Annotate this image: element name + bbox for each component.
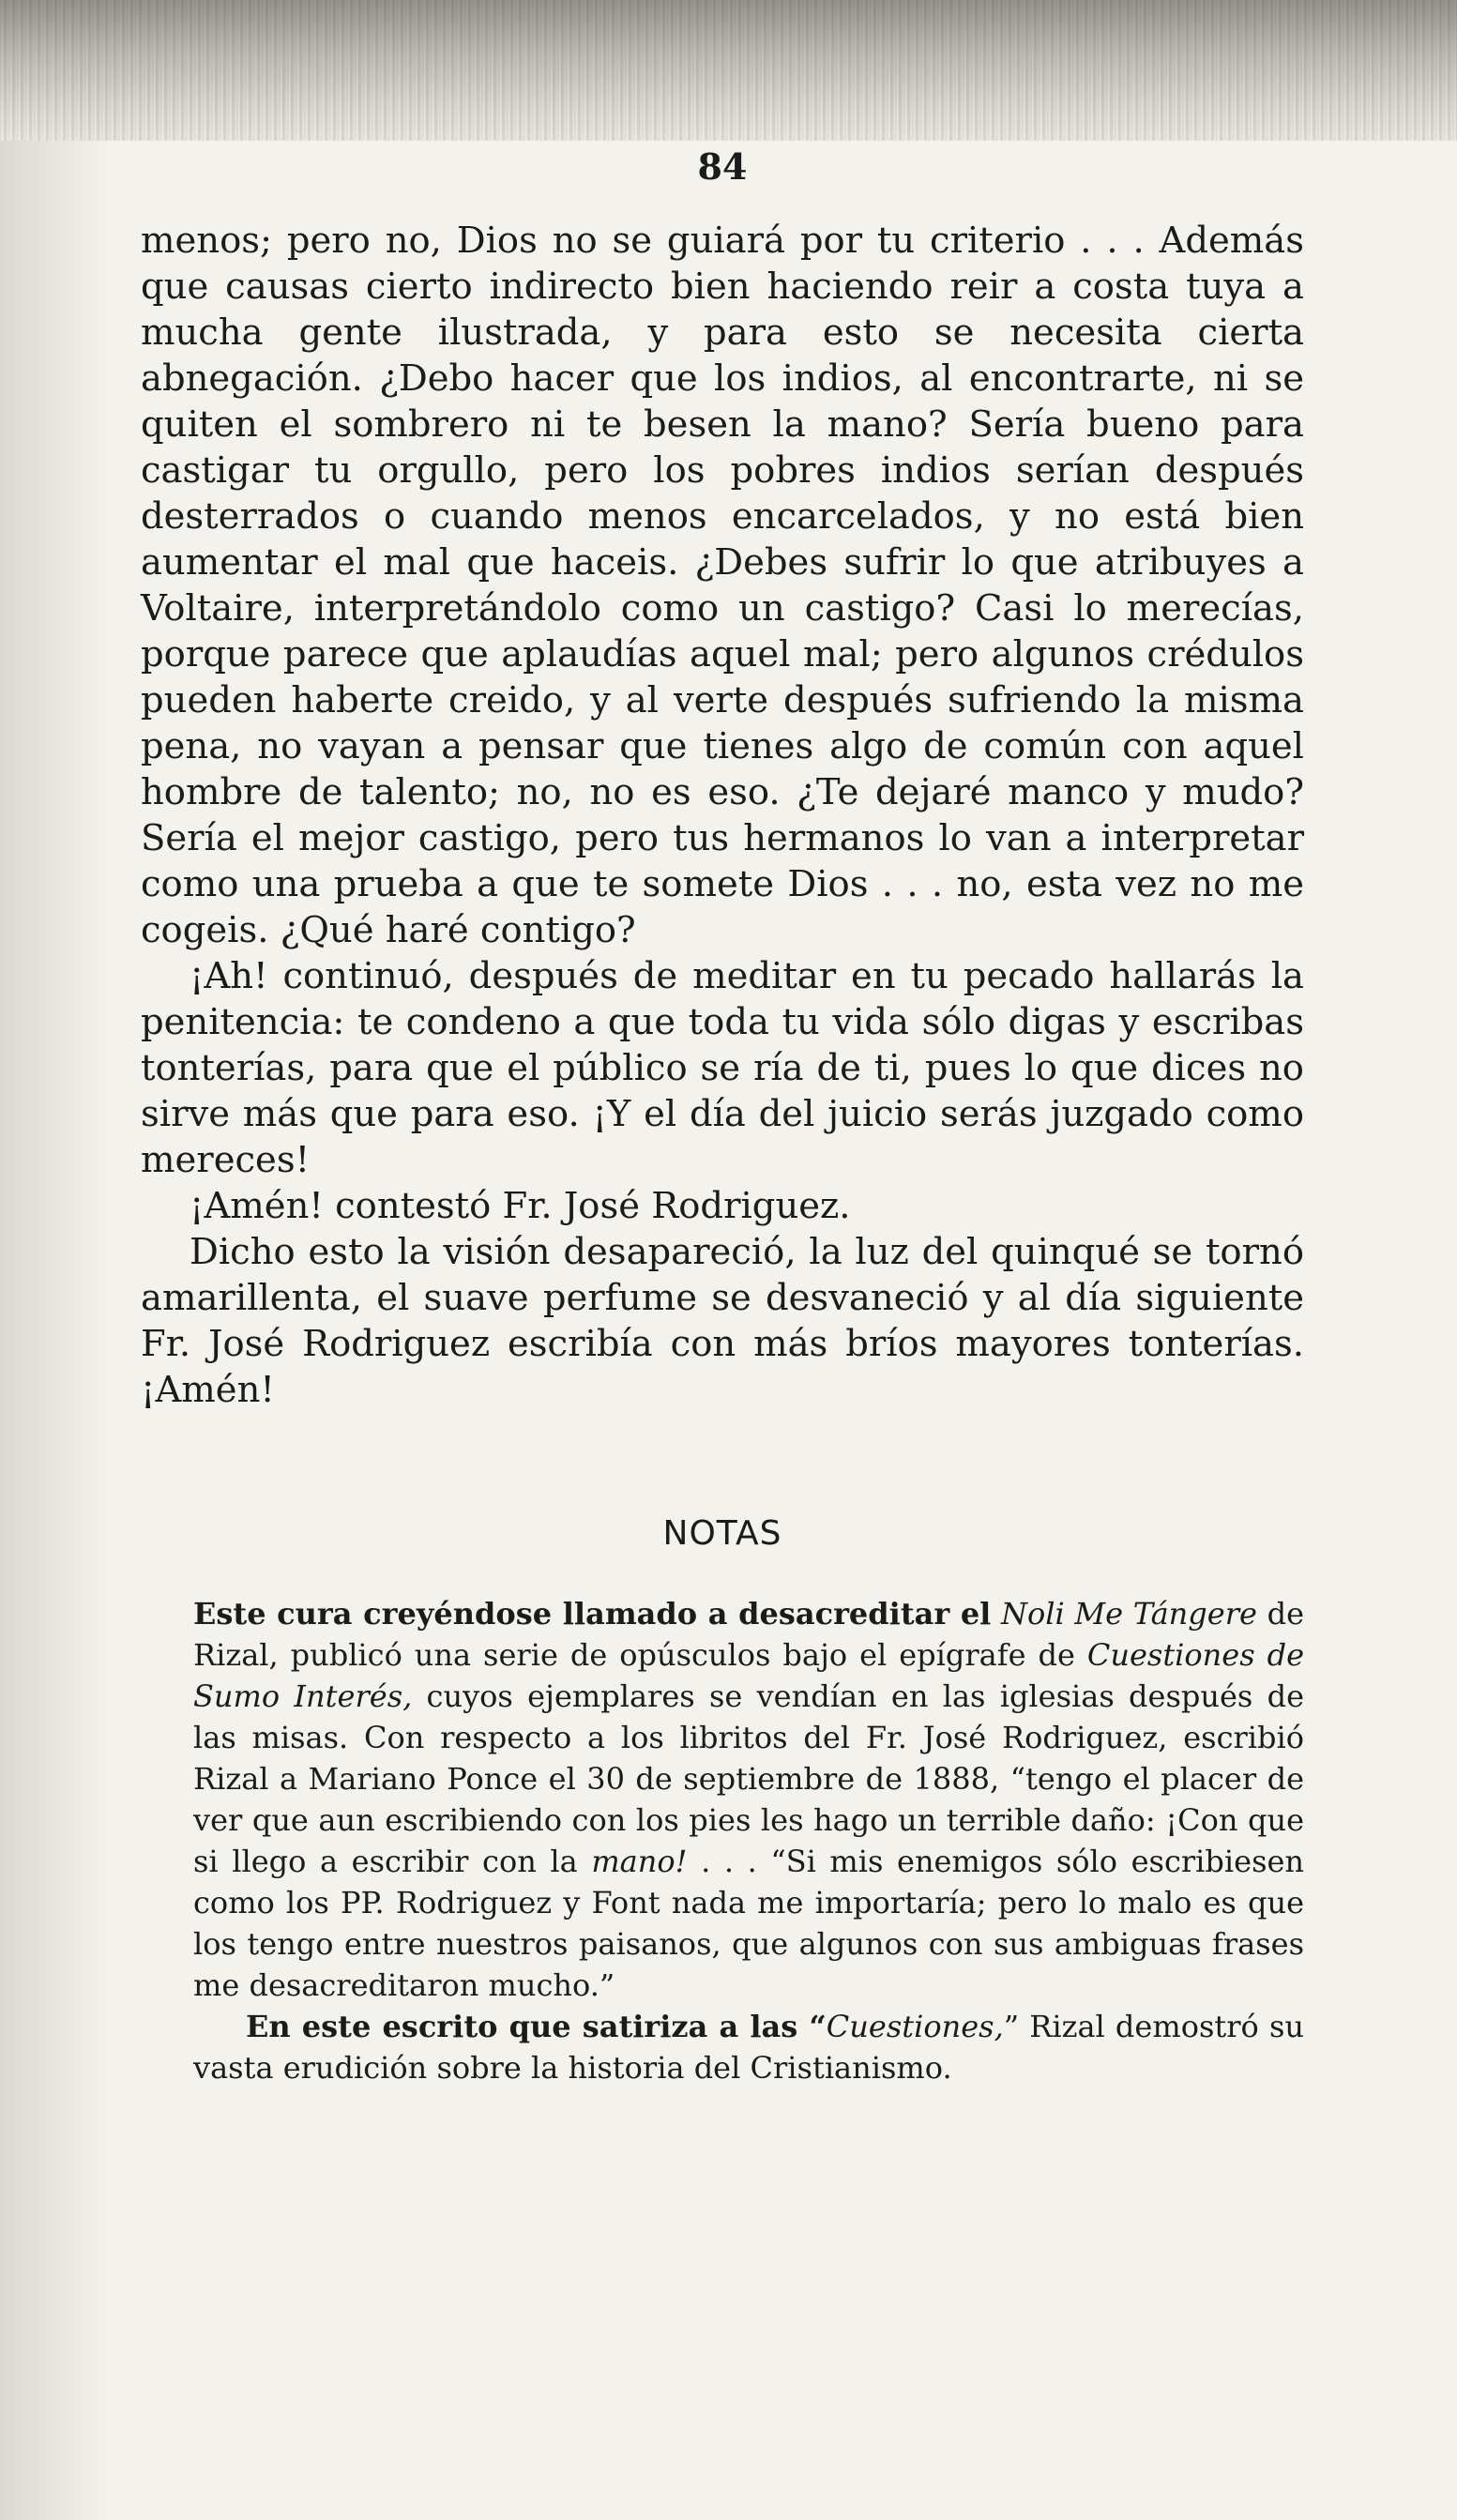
note-2-lead: En este escrito que satiriza a las “ — [246, 2009, 827, 2044]
note-1-mid: de Rizal, publicó una serie de opúsculos bajo el epígrafe de — [193, 1596, 1305, 1673]
note-1-lead: Este cura creyéndose llamado a desacreditar el — [193, 1596, 992, 1632]
scan-shadow-top — [0, 0, 1457, 141]
page-number: 84 — [697, 145, 748, 188]
paragraph-1: menos; pero no, Dios no se guiará por tu criterio . . . Además que causas cierto indirecto bien haciendo reir a costa tuya a mucha gente ilustrada, y para esto se necesita cierta abnegación. ¿Debo hacer que los indios, al encontrarte, ni se quiten el sombrero ni te besen la mano? Sería bueno para castigar tu orgullo, pero los pobres indios serían después desterrados o cuando menos encarcelados, y no está bien aumentar el mal que haceis. ¿Debes sufrir lo que atribuyes a Voltaire, interpretándolo como un castigo? Casi lo merecías, porque parece que aplaudías aquel mal; pero algunos crédulos pueden haberte creido, y al verte después sufriendo la misma pena, no vayan a pensar que tienes algo de común con aquel hombre de talento; no, no es eso. ¿Te dejaré manco y mudo? Sería el mejor castigo, pero tus hermanos lo van a interpretar como una prueba a que te somete Dios . . . no, esta vez no me cogeis. ¿Qué haré contigo? — [141, 220, 1304, 951]
note-paragraph-1 — [193, 1593, 1304, 2006]
paragraph-4: Dicho esto la visión desapareció, la luz del quinqué se tornó amarillenta, el suave perfume se desvaneció y al día siguiente Fr. José Rodriguez escribía con más bríos mayores tonterías. ¡Amén! — [141, 1231, 1304, 1411]
main-text — [141, 218, 1304, 1413]
note-1-body: cuyos ejemplares se vendían en las iglesias después de las misas. Con respecto a los libritos del Fr. José Rodriguez, escribió Rizal a Mariano Ponce el 30 de septiembre de 1888, “tengo el placer de ver que aun escribiendo con los pies les hago un terrible daño: ¡Con que si llego a escribir con la — [193, 1678, 1304, 1879]
notes-heading: NOTAS — [662, 1514, 782, 1553]
note-paragraph-2 — [193, 2006, 1304, 2088]
note-2-rest: ” Rizal demostró su vasta erudición sobre la historia del Cristianismo. — [193, 2009, 1305, 2086]
note-1-title-cuestiones: Cuestiones de Sumo Interés, — [193, 1637, 1305, 1714]
paragraph-2: ¡Ah! continuó, después de meditar en tu pecado hallarás la penitencia: te condeno a que toda tu vida sólo digas y escribas tonterías, para que el público se ría de ti, pues lo que dices no sirve más que para eso. ¡Y el día del juicio serás juzgado como mereces! — [141, 955, 1304, 1181]
scan-shadow-left — [0, 141, 113, 2520]
note-1-mano: mano! — [591, 1844, 688, 1879]
notes-section — [193, 1593, 1304, 2088]
paragraph-3: ¡Amén! contestó Fr. José Rodriguez. — [190, 1185, 851, 1227]
note-1-title-noli: Noli Me Tángere — [1001, 1596, 1257, 1632]
note-2-title: Cuestiones, — [826, 2009, 1004, 2044]
note-1-quote: . . . “Si mis enemigos sólo escribiesen como los PP. Rodriguez y Font nada me importaría; pero lo malo es que los tengo entre nuestros paisanos, que algunos con sus ambiguas frases me desacreditaron mucho.” — [193, 1844, 1305, 2003]
